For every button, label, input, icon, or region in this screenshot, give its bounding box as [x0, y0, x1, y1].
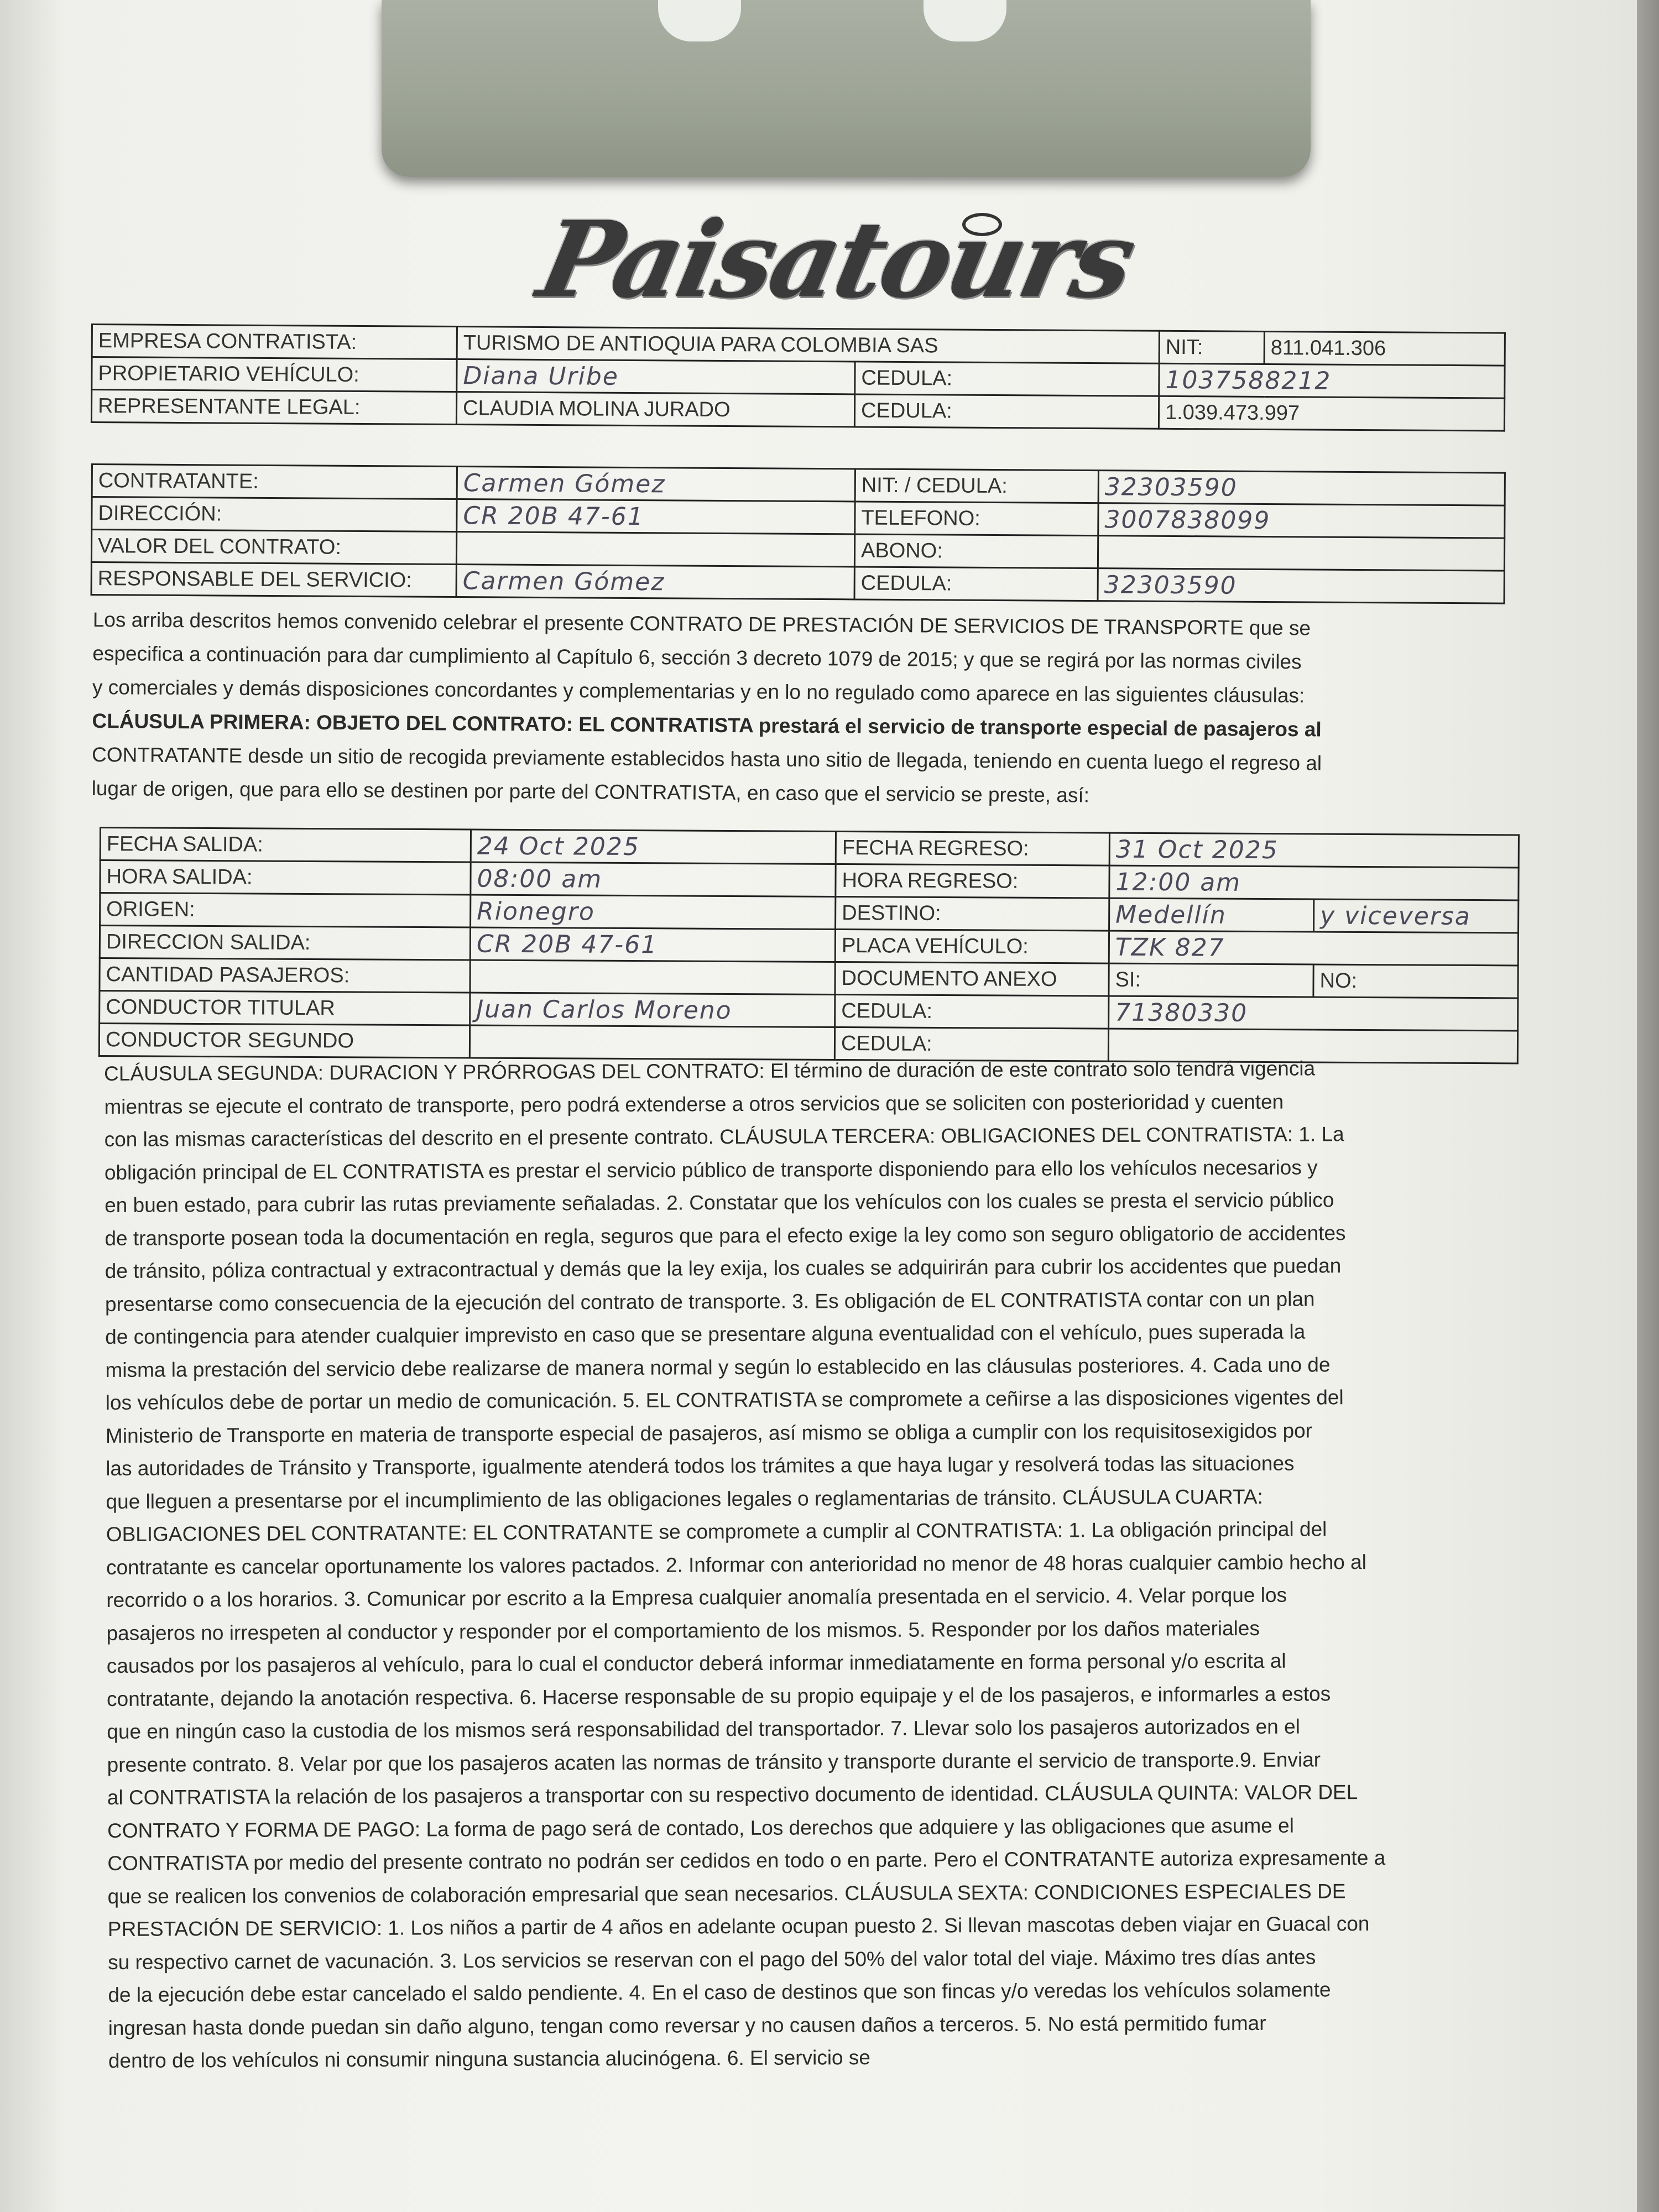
clause-line: de la ejecución debe estar cancelado el saldo pendiente. 4. En el caso de destinos que son fincas y/o veredas los vehículos solamente — [108, 1978, 1331, 2006]
intro-line: CLÁUSULA PRIMERA: OBJETO DEL CONTRATO: EL CONTRATISTA prestará el servicio de transporte especial de pasajeros al — [92, 709, 1322, 741]
trip-table — [98, 827, 1520, 1064]
clauses-body — [104, 1051, 1524, 2078]
clause-line: las autoridades de Tránsito y Transporte, igualmente atenderá todos los trámites a que haya lugar y resolverá todas las situaciones — [106, 1452, 1295, 1480]
direccion-salida-label: DIRECCION SALIDA: — [100, 926, 470, 961]
telefono-value: 3007838099 — [1098, 503, 1505, 538]
clause-line: PRESTACIÓN DE SERVICIO: 1. Los niños a partir de 4 años en adelante ocupan puesto 2. Si llevan mascotas deben viajar en Guacal con — [107, 1912, 1370, 1940]
clause-line: OBLIGACIONES DEL CONTRATANTE: EL CONTRATANTE se compromete a cumplir al CONTRATISTA: 1. La obligación principal del — [106, 1517, 1327, 1546]
hora-regreso-label: HORA REGRESO: — [836, 864, 1109, 898]
fecha-salida-value: 24 Oct 2025 — [471, 830, 836, 864]
destino-extra: y viceversa — [1314, 899, 1519, 933]
empresa-label: EMPRESA CONTRATISTA: — [92, 325, 457, 359]
intro-line: lugar de origen, que para ello se destinen por parte del CONTRATISTA, en caso que el servicio se preste, así: — [91, 776, 1090, 807]
representante-value: CLAUDIA MOLINA JURADO — [456, 392, 854, 427]
conductor-titular-label: CONDUCTOR TITULAR — [100, 991, 470, 1026]
direccion-value: CR 20B 47-61 — [457, 499, 855, 534]
origen-value: Rionegro — [471, 895, 836, 929]
clause-line: en buen estado, para cubrir las rutas previamente señaladas. 2. Constatar que los vehículos con los cuales se presta el servicio público — [105, 1188, 1334, 1217]
cedula-label: CEDULA: — [834, 1027, 1108, 1061]
clause-line: CONTRATISTA por medio del presente contrato no podrán ser cedidos en todo o en parte. Pero el CONTRATANTE autoriza expresamente a — [107, 1846, 1386, 1875]
intro-paragraph — [91, 603, 1511, 815]
clause-line: recorrido o a los horarios. 3. Comunicar por escrito a la Empresa cualquier anomalía presentada en el servicio. 4. Velar porque los — [106, 1583, 1287, 1611]
clause-line: que en ningún caso la custodia de los mismos será responsabilidad del transportador. 7. Llevar solo los pasajeros autorizados en el — [107, 1715, 1300, 1743]
clause-line: que se realicen los convenios de colaboración empresarial que sean necesarios. CLÁUSULA SEXTA: CONDICIONES ESPECIALES DE — [107, 1879, 1346, 1908]
conductor-titular-cedula: 71380330 — [1109, 996, 1518, 1031]
clause-line: causados por los pasajeros al vehículo, para lo cual el conductor deberá informar inmediatamente en forma personal y/o escrita al — [106, 1649, 1286, 1677]
intro-line: CONTRATANTE desde un sitio de recogida previamente establecidos hasta uno sitio de llegada, teniendo en cuenta luego el regreso al — [91, 743, 1322, 775]
abono-value — [1098, 536, 1504, 571]
placa-value: TZK 827 — [1109, 931, 1518, 966]
clause-line: misma la prestación del servicio debe realizarse de manera normal y según lo establecido en las cláusulas posteriores. 4. Cada uno de — [105, 1353, 1331, 1381]
telefono-label: TELEFONO: — [855, 502, 1098, 536]
conductor-segundo-label: CONDUCTOR SEGUNDO — [99, 1024, 469, 1058]
responsable-cedula: 32303590 — [1098, 568, 1504, 603]
propietario-cedula: 1037588212 — [1159, 363, 1505, 398]
clause-line: de contingencia para atender cualquier imprevisto en caso que se presentare alguna eventualidad con el vehículo, pues superada la — [105, 1320, 1306, 1348]
origen-label: ORIGEN: — [100, 893, 471, 928]
placa-label: PLACA VEHÍCULO: — [835, 929, 1109, 963]
documento-anexo-label: DOCUMENTO ANEXO — [835, 962, 1109, 996]
clause-line: al CONTRATISTA la relación de los pasajeros a transportar con su respectivo documento de identidad. CLÁUSULA QUINTA: VALOR DEL — [107, 1781, 1358, 1809]
clause-line: pasajeros no irrespeten al conductor y responder por el comportamiento de los mismos. 5. Responder por los daños materiales — [106, 1616, 1260, 1645]
fecha-regreso-label: FECHA REGRESO: — [836, 831, 1109, 865]
hora-regreso-value: 12:00 am — [1109, 865, 1519, 900]
clause-line: obligación principal de EL CONTRATISTA es prestar el servicio público de transporte disponiendo para ello los vehículos necesarios y — [104, 1155, 1318, 1184]
clause-line: ingresan hasta donde puedan sin daño alguno, tengan como reversar y no causen daños a terceros. 5. No está permitido fumar — [108, 2011, 1266, 2039]
propietario-label: PROPIETARIO VEHÍCULO: — [92, 357, 457, 392]
clause-line: CLÁUSULA SEGUNDA: DURACION Y PRÓRROGAS DEL CONTRATO: El término de duración de este contrato solo tendrá vigencia — [104, 1057, 1316, 1085]
cedula-label: CEDULA: — [835, 994, 1109, 1029]
propietario-value: Diana Uribe — [457, 359, 855, 394]
clause-line: mientras se ejecute el contrato de transporte, pero podrá extenderse a otros servicios que se soliciten con posterioridad y cuenten — [104, 1090, 1284, 1118]
clause-line: presentarse como consecuencia de la ejecución del contrato de transporte. 3. Es obligación de EL CONTRATISTA contar con un plan — [105, 1287, 1315, 1316]
cedula-label: CEDULA: — [854, 567, 1098, 601]
cantidad-pasajeros-value — [470, 960, 835, 994]
nit-label: NIT: — [1159, 331, 1264, 364]
hora-salida-label: HORA SALIDA: — [100, 860, 471, 895]
valor-label: VALOR DEL CONTRATO: — [91, 530, 456, 565]
clause-line: contratante es cancelar oportunamente los valores pactados. 2. Informar con anterioridad no menor de 48 horas cualquier cambio hecho al — [106, 1550, 1366, 1579]
clause-line: CONTRATO Y FORMA DE PAGO: La forma de pago será de contado, Los derechos que adquiere y las obligaciones que asume el — [107, 1814, 1294, 1842]
clip-hole — [924, 0, 1006, 41]
clause-line: de transporte posean toda la documentación en regla, seguros que para el efecto exige la ley como son seguro obligatorio de accidentes — [105, 1221, 1346, 1250]
empresa-value: TURISMO DE ANTIOQUIA PARA COLOMBIA SAS — [457, 327, 1159, 364]
clause-line: que lleguen a presentarse por el incumplimiento de las obligaciones legales o reglamentarias de tránsito. CLÁUSULA CUARTA: — [106, 1485, 1263, 1513]
clause-line: con las mismas características del descrito en el presente contrato. CLÁUSULA TERCERA: OBLIGACIONES DEL CONTRATISTA: 1. La — [104, 1123, 1344, 1151]
no-label: NO: — [1313, 964, 1518, 998]
nit-cedula-value: 32303590 — [1098, 471, 1505, 505]
cedula-label: CEDULA: — [855, 362, 1159, 396]
clipboard-clip — [382, 0, 1311, 177]
clip-hole — [658, 0, 741, 41]
clause-line: Ministerio de Transporte en materia de transporte especial de pasajeros, así mismo se obliga a cumplir con los requisitosexigidos por — [105, 1418, 1313, 1447]
abono-label: ABONO: — [854, 534, 1098, 568]
client-table — [91, 463, 1506, 604]
clause-line: de tránsito, póliza contractual y extracontractual y demás que la ley exija, los cuales se adquirirán para cubrir los accidentes que puedan — [105, 1254, 1342, 1282]
clause-line: los vehículos debe de portar un medio de comunicación. 5. EL CONTRATISTA se compromete a ceñirse a las disposiciones vigentes del — [105, 1386, 1344, 1414]
hora-salida-value: 08:00 am — [471, 862, 836, 896]
direccion-label: DIRECCIÓN: — [92, 497, 457, 532]
fecha-regreso-value: 31 Oct 2025 — [1109, 833, 1519, 868]
logo-hat-icon — [962, 213, 1002, 236]
company-logo: Paisatours — [529, 198, 1143, 321]
cantidad-pasajeros-label: CANTIDAD PASAJEROS: — [100, 958, 470, 993]
nit-cedula-label: NIT: / CEDULA: — [855, 469, 1098, 503]
valor-value — [456, 532, 854, 567]
clause-line: presente contrato. 8. Velar por que los pasajeros acaten las normas de tránsito y transporte durante el servicio de transporte.9. Enviar — [107, 1747, 1321, 1776]
intro-line: especifica a continuación para dar cumplimiento al Capítulo 6, sección 3 decreto 1079 de 2015; y que se regirá por las normas civiles — [92, 641, 1302, 674]
fecha-salida-label: FECHA SALIDA: — [100, 828, 471, 863]
representante-label: REPRESENTANTE LEGAL: — [91, 390, 456, 425]
contratante-value: Carmen Gómez — [457, 467, 855, 502]
clause-line: dentro de los vehículos ni consumir ninguna sustancia alucinógena. 6. El servicio se — [108, 2046, 871, 2072]
destino-value: Medellín — [1109, 898, 1314, 932]
clause-line: su respectivo carnet de vacunación. 3. Los servicios se reservan con el pago del 50% del valor total del viaje. Máximo tres días antes — [108, 1945, 1316, 1974]
responsable-value: Carmen Gómez — [456, 565, 854, 599]
si-label: SI: — [1109, 963, 1313, 997]
intro-line: Los arriba descritos hemos convenido celebrar el presente CONTRATO DE PRESTACIÓN DE SERVICIOS DE TRANSPORTE que se — [92, 608, 1311, 640]
intro-line: y comerciales y demás disposiciones concordantes y complementarias y en lo no regulado como aparece en las siguientes cláusulas: — [92, 675, 1305, 707]
representante-cedula: 1.039.473.997 — [1159, 396, 1504, 431]
company-table — [91, 324, 1506, 432]
clause-line: contratante, dejando la anotación respectiva. 6. Hacerse responsable de su propio equipaje y el de los pasajeros, e informarles a estos — [106, 1682, 1331, 1710]
responsable-label: RESPONSABLE DEL SERVICIO: — [91, 562, 456, 597]
nit-value: 811.041.306 — [1264, 331, 1505, 366]
destino-label: DESTINO: — [836, 896, 1109, 931]
direccion-salida-value: CR 20B 47-61 — [470, 927, 835, 962]
contratante-label: CONTRATANTE: — [92, 465, 457, 499]
cedula-label: CEDULA: — [854, 394, 1159, 429]
conductor-titular-value: Juan Carlos Moreno — [470, 993, 835, 1027]
